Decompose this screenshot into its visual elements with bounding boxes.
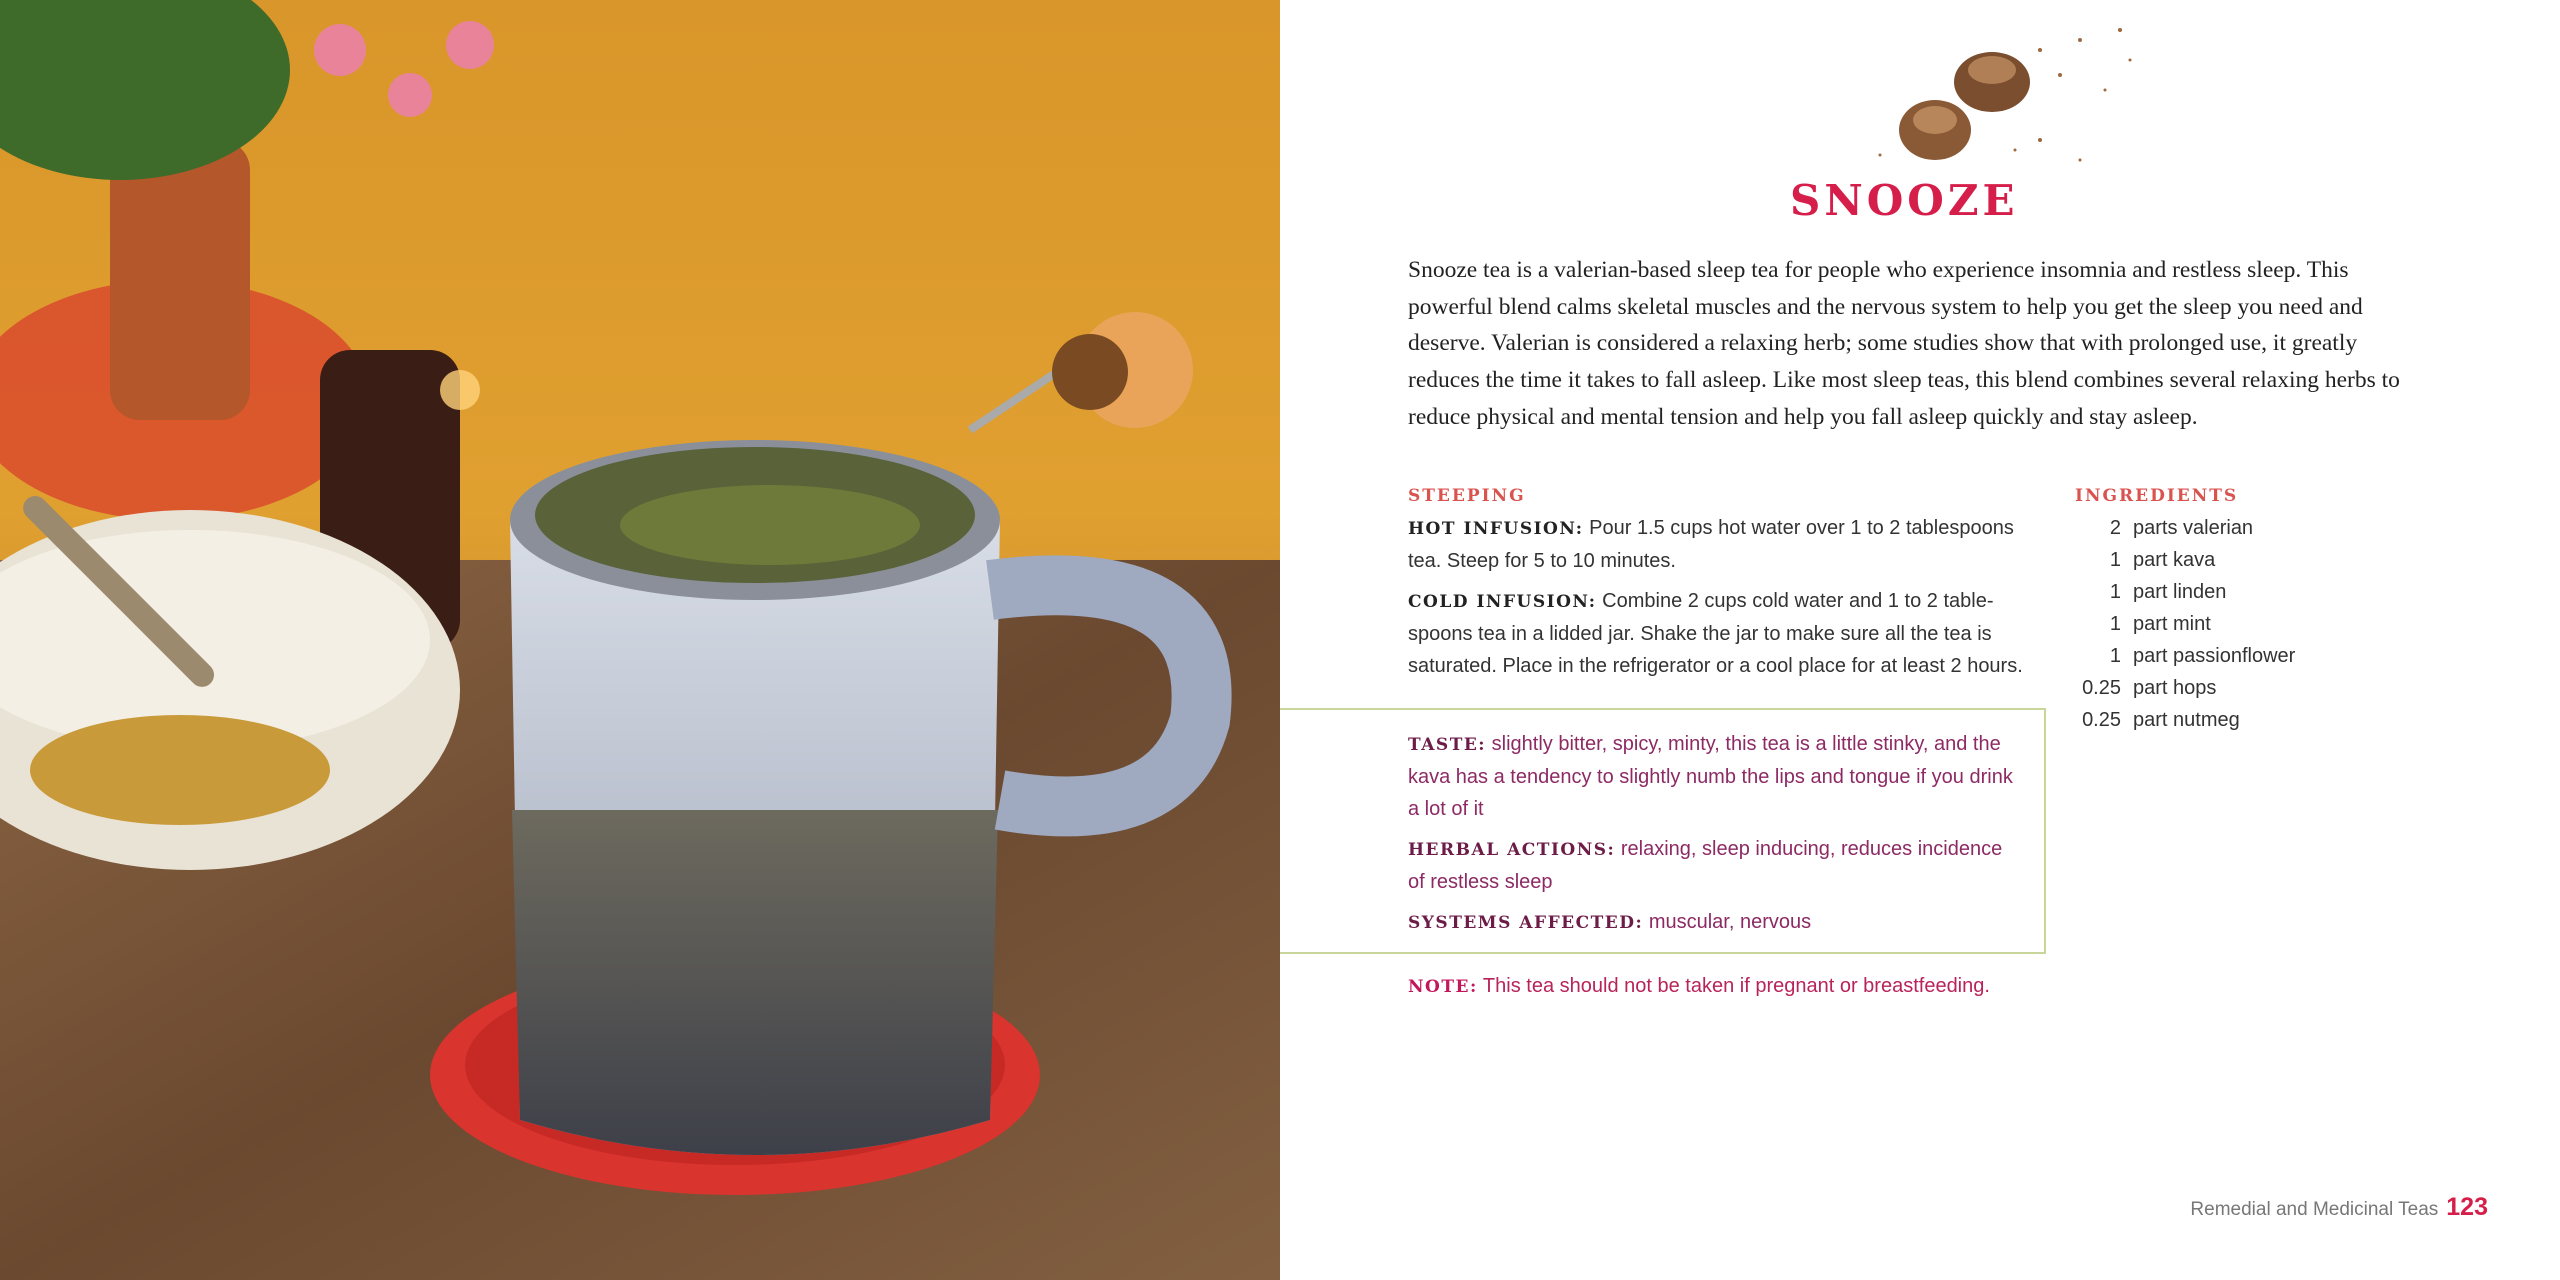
ingredient-name: part kava bbox=[2133, 549, 2216, 571]
hot-infusion bbox=[1408, 512, 2048, 577]
page-number: 123 bbox=[2446, 1193, 2488, 1221]
systems-affected-label: SYSTEMS AFFECTED: bbox=[1408, 913, 1644, 933]
ingredient-name: part passionflower bbox=[2133, 645, 2296, 667]
ingredient-row bbox=[2075, 576, 2375, 608]
hot-infusion-text: Pour 1.5 cups hot water over 1 to 2 tablespoons tea. Steep for 5 to 10 minutes. bbox=[1408, 517, 2014, 572]
ingredient-qty: 1 bbox=[2109, 581, 2121, 603]
steeping-heading: STEEPING bbox=[1408, 486, 1526, 506]
pink-flower bbox=[446, 21, 494, 69]
ingredient-name: part mint bbox=[2133, 613, 2211, 635]
ingredient-qty: 0.25 bbox=[2082, 709, 2121, 731]
note bbox=[1408, 970, 2108, 1003]
hot-infusion-label: HOT INFUSION: bbox=[1408, 519, 1584, 539]
ingredient-row bbox=[2075, 640, 2375, 672]
ingredient-row bbox=[2075, 544, 2375, 576]
systems-affected bbox=[1408, 906, 2018, 939]
taste bbox=[1408, 728, 2018, 825]
ingredient-row bbox=[2075, 672, 2375, 704]
honey bbox=[30, 715, 330, 825]
cold-infusion-label: COLD INFUSION: bbox=[1408, 592, 1597, 612]
steeping-section bbox=[1408, 480, 2048, 690]
ingredient-qty: 1 bbox=[2109, 613, 2121, 635]
ingredient-name: part linden bbox=[2133, 581, 2227, 603]
systems-affected-text: muscular, nervous bbox=[1643, 911, 1812, 933]
ingredient-name: part hops bbox=[2133, 677, 2217, 699]
vase bbox=[110, 140, 250, 420]
ingredient-qty: 1 bbox=[2109, 645, 2121, 667]
recipe-title: SNOOZE bbox=[1790, 176, 2019, 225]
mug-base bbox=[512, 810, 998, 1155]
note-label: NOTE: bbox=[1408, 977, 1478, 997]
ingredient-qty: 2 bbox=[2109, 517, 2121, 539]
ingredient-qty: 1 bbox=[2109, 549, 2121, 571]
pink-flower bbox=[314, 24, 366, 76]
ingredient-row bbox=[2075, 608, 2375, 640]
ingredient-row bbox=[2075, 704, 2375, 736]
pink-flower bbox=[388, 73, 432, 117]
green-leaves bbox=[0, 0, 290, 180]
cold-infusion-text: Combine 2 cups cold water and 1 to 2 tablespoons tea in a lidded jar. Shake the jar to make sure all the tea is saturated. Place in the refrigerator or a cool place for at least 2 hours. bbox=[1408, 590, 2023, 677]
cold-infusion bbox=[1408, 585, 2048, 682]
taste-label: TASTE: bbox=[1408, 735, 1487, 755]
ingredients-section bbox=[2075, 480, 2375, 736]
ingredient-row bbox=[2075, 512, 2375, 544]
properties-text bbox=[1408, 728, 2018, 947]
ingredients-heading: INGREDIENTS bbox=[2075, 486, 2239, 506]
ingredient-qty: 0.25 bbox=[2082, 677, 2121, 699]
herbal-actions bbox=[1408, 833, 2018, 898]
taste-text: slightly bitter, spicy, minty, this tea is a little stinky, and the kava has a tendency to slightly numb the lips and tongue if you drink a lot of it bbox=[1408, 733, 2013, 820]
note-text: This tea should not be taken if pregnant or breastfeeding. bbox=[1477, 975, 1990, 997]
ingredient-name: part nutmeg bbox=[2133, 709, 2240, 731]
herbal-actions-label: HERBAL ACTIONS: bbox=[1408, 840, 1616, 860]
recipe-intro: Snooze tea is a valerian-based sleep tea for people who experience insomnia and restless sleep. This powerful blend calms skeletal muscles and the nervous system to help you get the sleep you need and deserve. Valerian is considered a relaxing herb; some studies show that with prolonged use, it greatly reduces the time it takes to fall asleep. Like most sleep teas, this blend combines several relaxing herbs to reduce physical and mental tension and help you fall asleep quickly and stay asleep. bbox=[1408, 257, 2400, 430]
ingredient-name: parts valerian bbox=[2133, 517, 2254, 539]
page-footer bbox=[2190, 1193, 2488, 1222]
herbal-actions-text: relaxing, sleep inducing, reduces incidence of restless sleep bbox=[1408, 838, 2003, 893]
section-name: Remedial and Medicinal Teas bbox=[2190, 1199, 2439, 1220]
